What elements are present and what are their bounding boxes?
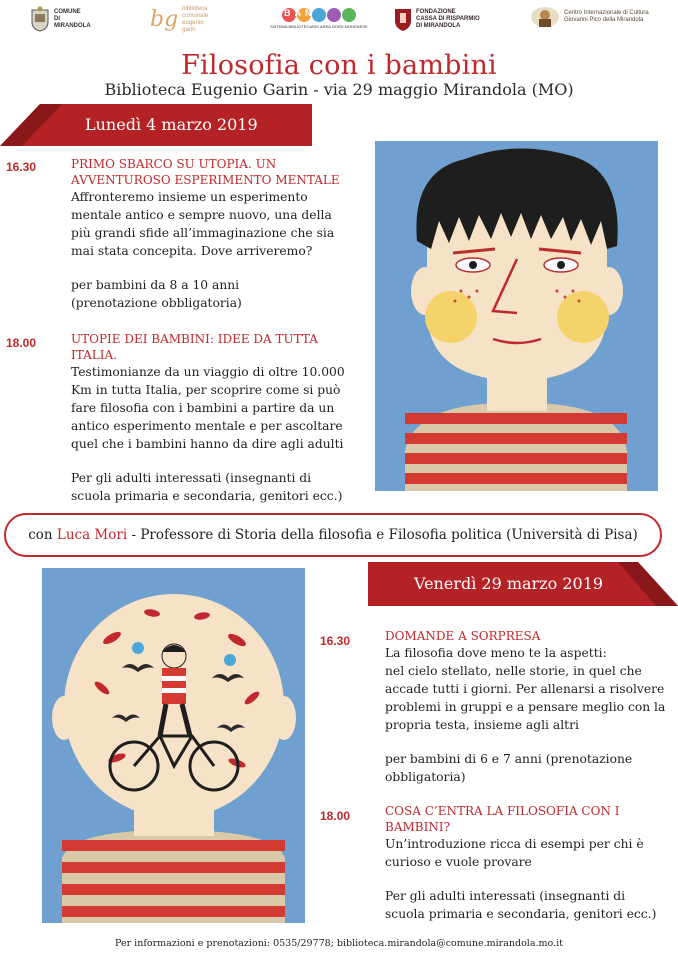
event-description: La filosofia dove meno te la aspetti: nel cielo stellato, nelle storie, in quel che accade tutti i giorni. Per allenarsi a risolvere problemi in gruppi e a pensare meglio con la propria testa, insieme agli altri (385, 646, 666, 732)
page-title: Filosofia con i bambini (181, 50, 497, 81)
date-banner-1 (0, 104, 312, 146)
date-2: Venerdì 29 marzo 2019 (414, 574, 604, 593)
logo-comune-mirandola: COMUNE DI MIRANDOLA (30, 6, 91, 32)
logo-fondazione: FONDAZIONE CASSA DI RISPARMIO DI MIRANDOLA (394, 6, 480, 32)
event-time: 18.00 (320, 809, 351, 823)
speaker-name: Luca Mori (56, 527, 128, 543)
bg-mark-icon: bg (150, 7, 179, 32)
event-title: UTOPIE DEI BAMBINI: IDEE DA TUTTA ITALIA. (71, 332, 318, 362)
logo-bar (0, 0, 678, 44)
fondazione-crest-icon (394, 6, 412, 32)
event-time: 18.00 (6, 336, 37, 350)
event-audience: Per gli adulti interessati (insegnanti di scuola primaria e secondaria, genitori ecc.) (385, 889, 657, 921)
date-1: Lunedì 4 marzo 2019 (85, 115, 258, 134)
date-banner-2 (368, 562, 678, 606)
event-2-2 (385, 803, 675, 923)
logo-sban: SISTEMA BIBLIOTECARIO AREA NORD MODENESE SBAN (270, 8, 368, 29)
event-2-1 (385, 628, 675, 786)
speaker-prefix: con (28, 527, 57, 543)
event-title: COSA C’ENTRA LA FILOSOFIA CON I BAMBINI? (385, 804, 620, 834)
crest-icon (30, 6, 50, 32)
event-title: PRIMO SBARCO SU UTOPIA. UN AVVENTUROSO ESPERIMENTO MENTALE (71, 157, 340, 187)
footer-contacts: Per informazioni e prenotazioni: 0535/29778; biblioteca.mirandola@comune.mirandola.mo.it (115, 938, 563, 949)
event-audience: per bambini di 6 e 7 anni (prenotazione obbligatoria) (385, 752, 633, 784)
logo-centro-pico: Centro Internazionale di Cultura Giovanni Pico della Mirandola (530, 6, 649, 28)
event-1-1 (71, 156, 371, 312)
event-title: DOMANDE A SORPRESA (385, 629, 541, 643)
event-description: Affronteremo insieme un esperimento mentale antico e sempre nuovo, una della più grandi sfide all’immaginazione che sia mai stata concepita. Dove arriveremo? (71, 190, 335, 258)
logo-biblioteca-garin: bg biblioteca comunale eugenio garin (150, 6, 209, 33)
event-audience: Per gli adulti interessati (insegnanti di scuola primaria e secondaria, genitori ecc.) (71, 471, 343, 503)
bicycle-head-illustration (42, 568, 305, 923)
speaker-role: - Professore di Storia della filosofia e Filosofia politica (Università di Pisa) (127, 527, 638, 543)
event-audience: per bambini da 8 a 10 anni (prenotazione obbligatoria) (71, 278, 242, 310)
event-time: 16.30 (320, 634, 351, 648)
speaker-box (4, 513, 662, 557)
event-description: Un’introduzione ricca di esempi per chi è curioso e vuole provare (385, 837, 644, 869)
portrait-icon (530, 6, 560, 28)
event-description: Testimonianze da un viaggio di oltre 10.000 Km in tutta Italia, per scoprire come si può fare filosofia con i bambini a partire da un antico esperimento mentale e per ascoltare quel che i bambini hanno da dire agli adulti (71, 365, 345, 451)
page-subtitle: Biblioteca Eugenio Garin - via 29 maggio Mirandola (MO) (104, 80, 574, 99)
event-1-2 (71, 331, 371, 505)
event-time: 16.30 (6, 160, 37, 174)
boy-face-illustration (375, 141, 658, 491)
